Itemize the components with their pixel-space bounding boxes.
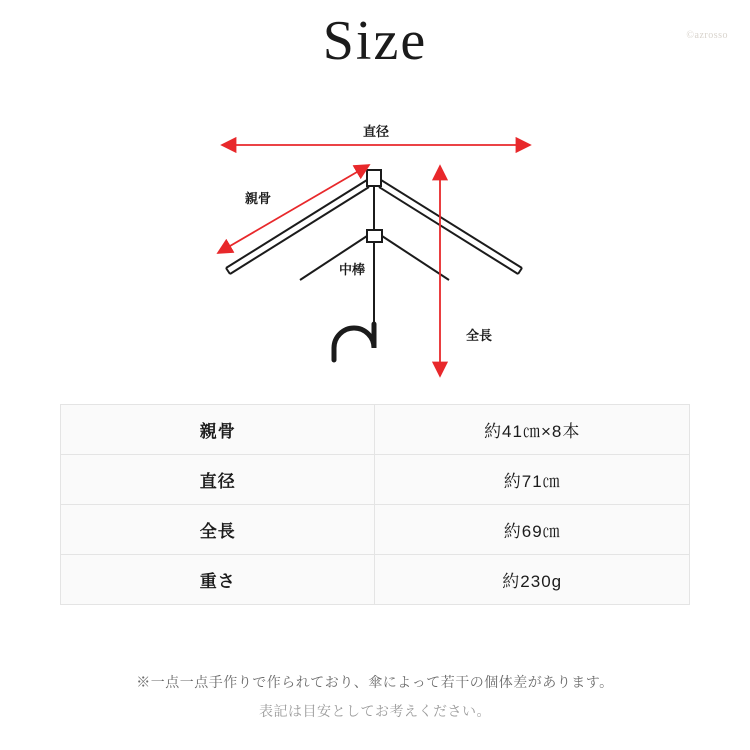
spec-key: 全長 [61,505,375,555]
table-row [61,555,690,605]
umbrella-diagram [0,108,750,398]
watermark: ©azrosso [686,30,728,41]
footnotes [0,668,750,727]
diagram-label-shaft: 中棒 [338,262,366,277]
spec-value: 約69㎝ [375,505,690,555]
spec-key: 重さ [61,555,375,605]
diagram-label-diameter: 直径 [362,124,390,139]
spec-key: 親骨 [61,405,375,455]
table-row [61,405,690,455]
spec-value: 約230g [375,555,690,605]
table-row [61,505,690,555]
footnote-primary: ※一点一点手作りで作られており、傘によって若干の個体差があります。 [136,674,614,690]
footnote-secondary: 表記は目安としてお考えください。 [259,703,491,720]
diagram-label-rib: 親骨 [244,191,272,206]
spec-value: 約71㎝ [375,455,690,505]
spec-key: 直径 [61,455,375,505]
table-row [61,455,690,505]
diagram-label-total-length: 全長 [466,328,493,343]
page-title: Size [322,10,428,72]
spec-table [60,404,690,605]
spec-value: 約41㎝×8本 [375,405,690,455]
